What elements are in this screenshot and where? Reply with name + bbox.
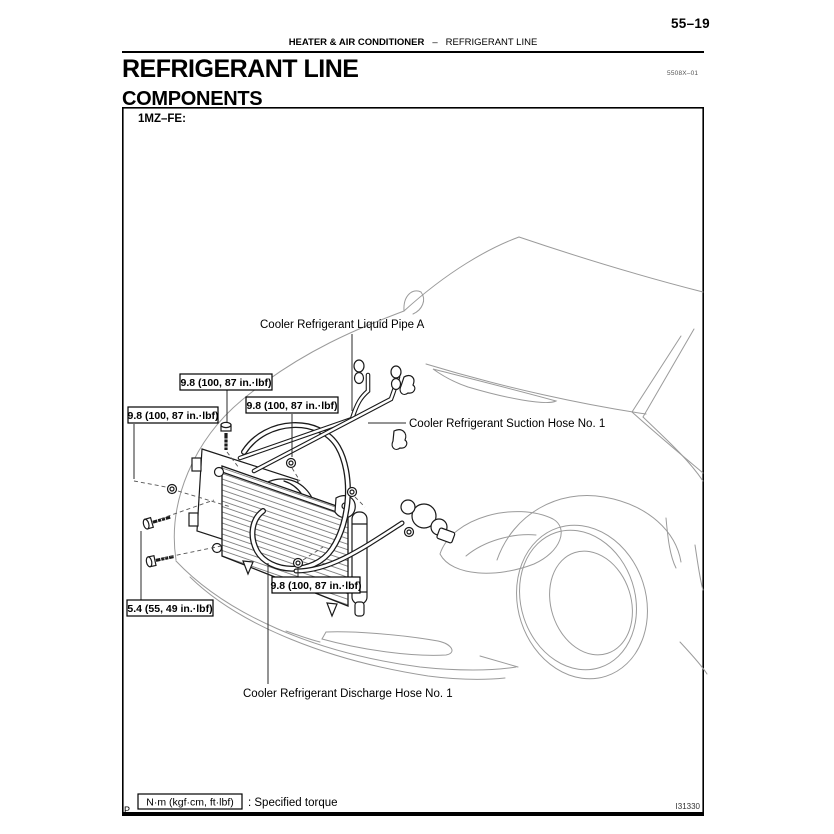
- wheel-rim: [537, 540, 646, 666]
- nut-icon: [348, 488, 357, 497]
- header-separator: –: [432, 37, 438, 48]
- torque-legend: [138, 794, 338, 809]
- nut-icon: [168, 485, 177, 494]
- torque-spec-value: 5.4 (55, 49 in.·lbf): [127, 603, 213, 615]
- nut-icon: [405, 528, 414, 537]
- torque-spec-value: 9.8 (100, 87 in.·lbf): [270, 580, 362, 592]
- receiver-drier: [352, 512, 367, 616]
- torque-spec-value: 9.8 (100, 87 in.·lbf): [246, 400, 338, 412]
- bolt-icon: [221, 422, 231, 450]
- figure-code: I31330: [675, 802, 700, 811]
- label-discharge-hose: Cooler Refrigerant Discharge Hose No. 1: [243, 688, 453, 700]
- page-subtitle: COMPONENTS: [122, 88, 263, 110]
- engine-variant-label: 1MZ–FE:: [138, 113, 186, 125]
- shroud-bracket: [189, 513, 198, 526]
- mount-foot: [327, 603, 337, 616]
- page-number: 55–19: [670, 16, 710, 31]
- torque-legend-description: : Specified torque: [248, 797, 338, 809]
- front-tire: [497, 508, 667, 696]
- header-subsection: REFRIGERANT LINE: [445, 37, 538, 48]
- page-title: REFRIGERANT LINE: [122, 55, 359, 83]
- headlight: [440, 512, 561, 574]
- torque-spec-value: 9.8 (100, 87 in.·lbf): [180, 377, 272, 389]
- torque-spec-value: 9.8 (100, 87 in.·lbf): [127, 410, 219, 422]
- header-section: HEATER & AIR CONDITIONER: [288, 37, 425, 48]
- torque-legend-unit: N·m (kgf·cm, ft·lbf): [146, 796, 234, 809]
- footer-letter: P: [124, 805, 131, 815]
- label-liquid-pipe: Cooler Refrigerant Liquid Pipe A: [260, 319, 425, 331]
- nut-icon: [294, 559, 303, 568]
- nut-icon: [287, 459, 296, 468]
- bolt-icon: [146, 552, 175, 568]
- shroud-bracket: [192, 458, 201, 471]
- wheel-arch: [497, 496, 681, 562]
- wiper-blade: [433, 369, 556, 403]
- mount-grommet: [215, 468, 224, 477]
- doc-code: 5508X–01: [667, 70, 699, 77]
- mount-grommet: [213, 544, 222, 553]
- bolt-icon: [142, 512, 171, 529]
- label-suction-hose: Cooler Refrigerant Suction Hose No. 1: [409, 418, 606, 430]
